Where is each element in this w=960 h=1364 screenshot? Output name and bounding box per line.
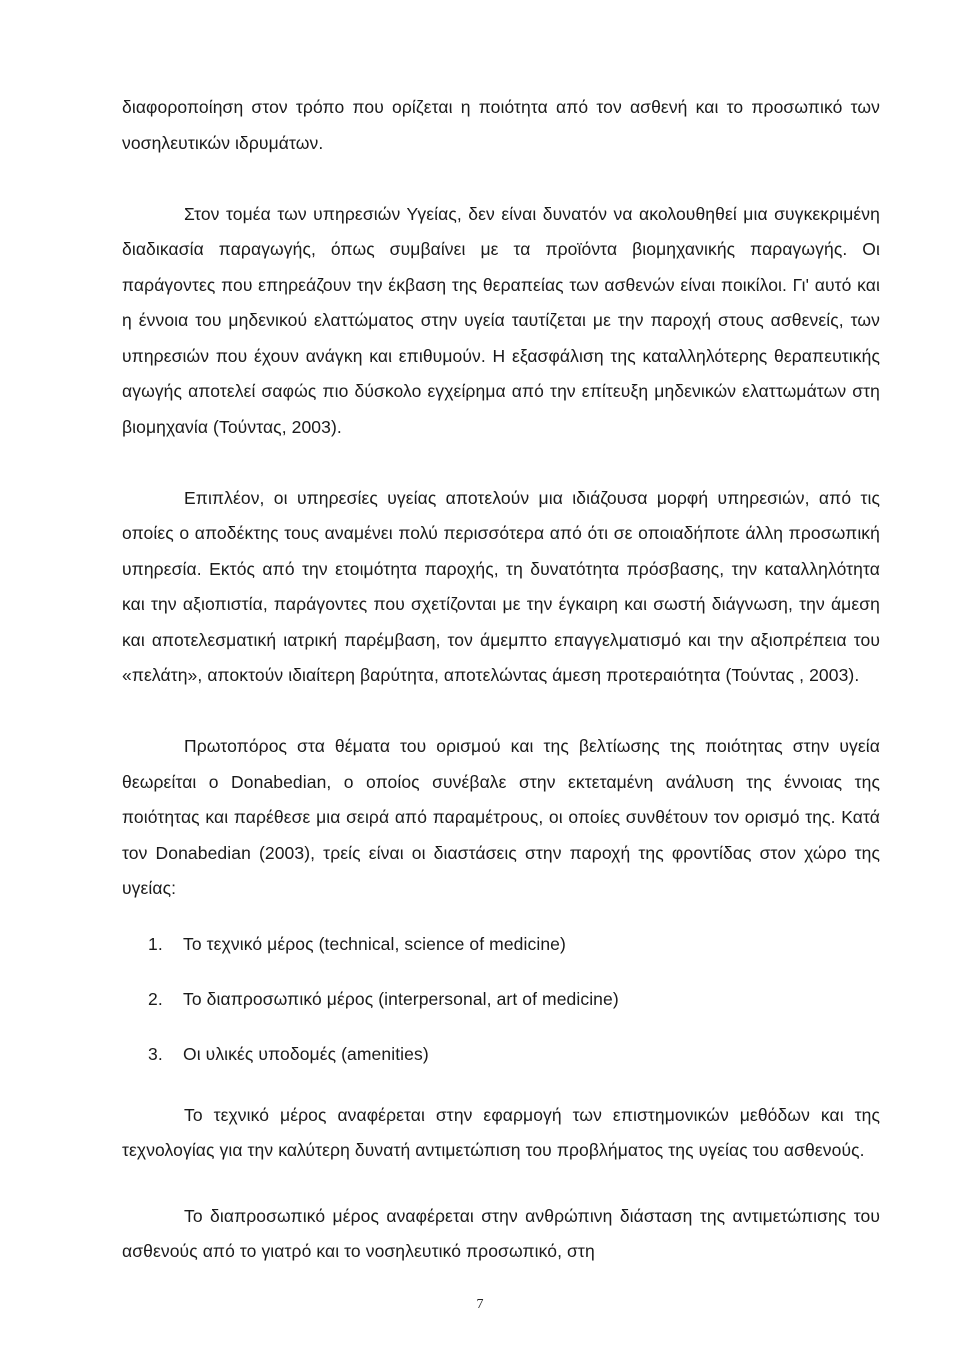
list-item-text: Το διαπροσωπικό μέρος (interpersonal, art of medicine) — [183, 988, 619, 1009]
paragraph-expectations: Επιπλέον, οι υπηρεσίες υγείας αποτελούν μια ιδιάζουσα μορφή υπηρεσιών, από τις οποίες ο αποδέκτης τους αναμένει πολύ περισσότερα από ότι σε οποιαδήποτε άλλη προσωπική υπηρεσία. Εκτός από την ετοιμότητα παροχής, τη δυνατότητα πρόσβασης, την καταλληλότητα και την αξιοπιστία, παράγοντες που σχετίζονται με την έγκαιρη και σωστή διάγνωση, την άμεση και αποτελεσματική ιατρική παρέμβαση, τον άμεμπτο επαγγελματισμό και την αξιοπρέπεια του «πελάτη», αποκτούν ιδιαίτερη βαρύτητα, αποτελώντας άμεση προτεραιότητα (Τούντας , 2003). — [122, 487, 880, 685]
list-item-number: 2. — [148, 988, 163, 1009]
paragraph-gap — [122, 907, 880, 927]
list-item — [122, 927, 880, 982]
list-item-number: 3. — [148, 1043, 163, 1064]
paragraph-gap — [122, 694, 880, 730]
list-item-number: 1. — [148, 933, 163, 954]
list-item-text: Οι υλικές υποδομές (amenities) — [183, 1043, 429, 1064]
paragraph-health-services: Στον τομέα των υπηρεσιών Υγείας, δεν είναι δυνατόν να ακολουθηθεί μια συγκεκριμένη διαδικασία παραγωγής, όπως συμβαίνει με τα προϊόντα βιομηχανικής παραγωγής. Οι παράγοντες που επηρεάζουν την έκβαση της θεραπείας των ασθενών είναι ποικίλοι. Γι' αυτό και η έννοια του μηδενικού ελαττώματος στην υγεία ταυτίζεται με την παροχή στους ασθενείς, των υπηρεσιών που έχουν ανάγκη και επιθυμούν. Η εξασφάλιση της καταλληλότερης θεραπευτικής αγωγής αποτελεί σαφώς πιο δύσκολο εγχείρημα από την επίτευξη μηδενικών ελαττωμάτων στη βιομηχανία (Τούντας, 2003). — [122, 203, 880, 437]
page-body — [122, 90, 880, 1270]
paragraph-gap — [122, 161, 880, 197]
paragraph-gap — [122, 1169, 880, 1199]
dimensions-list — [122, 927, 880, 1092]
paragraph-interpersonal: Το διαπροσωπικό μέρος αναφέρεται στην ανθρώπινη διάσταση της αντιμετώπισης του ασθενούς από το γιατρό και το νοσηλευτικό προσωπικό, στη — [122, 1205, 880, 1261]
list-item — [122, 1037, 880, 1092]
page-number: 7 — [476, 1297, 484, 1312]
list-item-text: Το τεχνικό μέρος (technical, science of medicine) — [183, 933, 566, 954]
list-item — [122, 982, 880, 1037]
paragraph-continuation: διαφοροποίηση στον τρόπο που ορίζεται η ποιότητα από τον ασθενή και το προσωπικό των νοσηλευτικών ιδρυμάτων. — [122, 97, 880, 153]
paragraph-donabedian: Πρωτοπόρος στα θέματα του ορισμού και της βελτίωσης της ποιότητας στην υγεία θεωρείται ο Donabedian, ο οποίος συνέβαλε στην εκτεταμένη ανάλυση της έννοιας της ποιότητας και παρέθεσε μια σειρά από παραμέτρους, οι οποίες συνθέτουν τον ορισμό της. Κατά τον Donabedian (2003), τρείς είναι οι διαστάσεις στην παροχή της φροντίδας στον χώρο της υγείας: — [122, 736, 880, 898]
paragraph-technical: Το τεχνικό μέρος αναφέρεται στην εφαρμογή των επιστημονικών μεθόδων και της τεχνολογίας για την καλύτερη δυνατή αντιμετώπιση του προβλήματος της υγείας του ασθενούς. — [122, 1104, 880, 1160]
paragraph-gap — [122, 445, 880, 481]
